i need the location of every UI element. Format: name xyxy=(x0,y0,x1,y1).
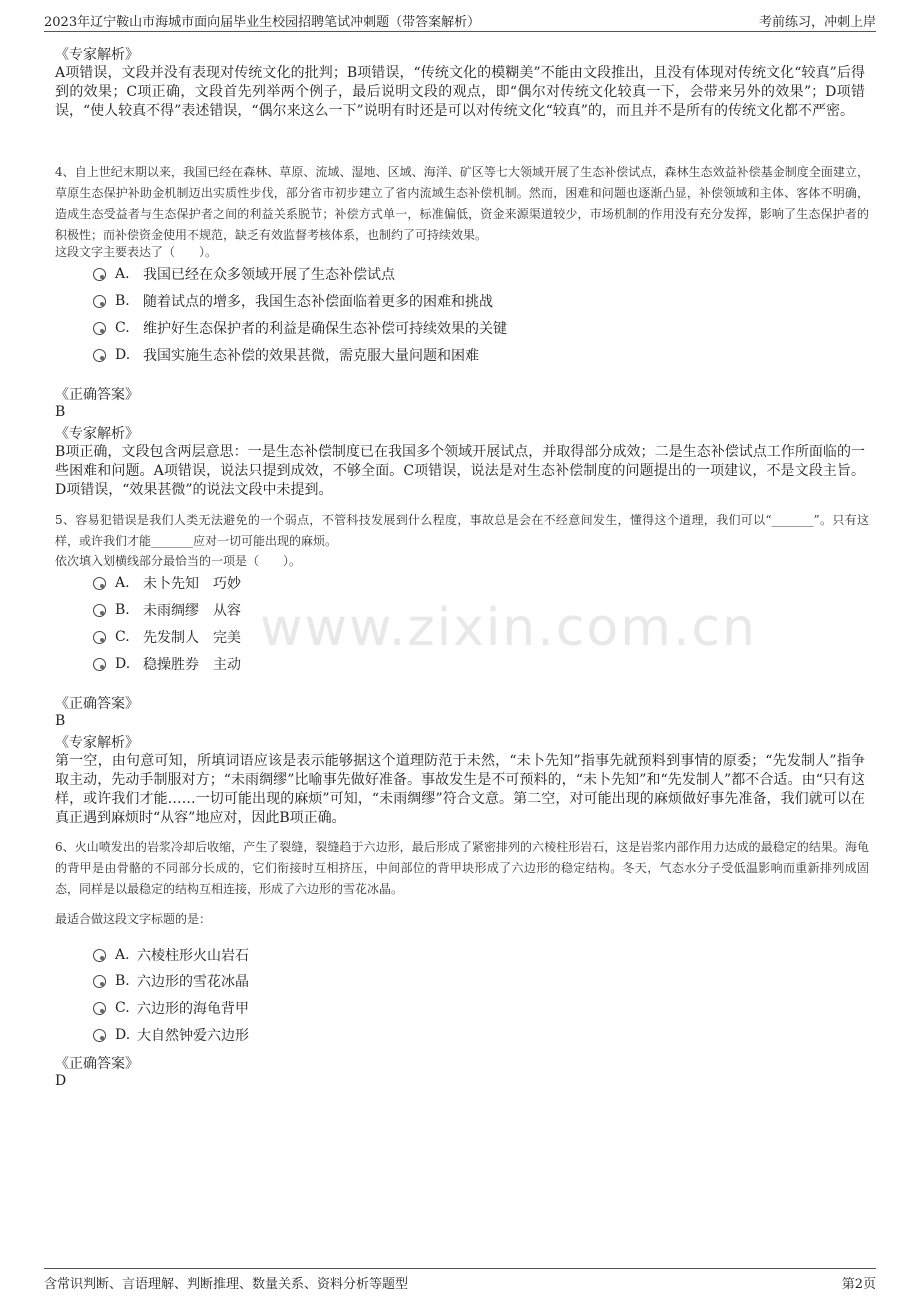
q4-option-c[interactable]: C. 维护好生态保护者的利益是确保生态补偿可持续效果的关键 xyxy=(93,318,507,338)
q5-option-d[interactable]: D. 稳操胜券 主动 xyxy=(93,654,241,674)
radio-icon[interactable] xyxy=(93,295,106,308)
watermark: www.zixin.com.cn xyxy=(260,598,757,658)
radio-icon[interactable] xyxy=(93,975,106,988)
radio-icon[interactable] xyxy=(93,1029,106,1042)
correct-answer-label: 《正确答案》 xyxy=(55,387,139,403)
radio-icon[interactable] xyxy=(93,604,106,617)
expert-analysis-label: 《专家解析》 xyxy=(55,426,139,442)
expert-analysis-label: 《专家解析》 xyxy=(55,47,139,63)
radio-icon[interactable] xyxy=(93,631,106,644)
expert-analysis-text: A项错误，文段并没有表现对传统文化的批判；B项错误，“传统文化的模糊美”不能由文段推出，且没有体现对传统文化“较真”后得到的效果；C项正确，文段首先列举两个例子，最后说明文段的观点，即“偶尔对传统文化较真一下，会带来另外的效果”；D项错误，“使人较真不得”表述错误，“偶尔来这么一下”说明有时还是可以对传统文化“较真”的，而且并不是所有的传统文化都不严密。 xyxy=(55,65,865,119)
expert-analysis-text: B项正确，文段包含两层意思：一是生态补偿制度已在我国多个领域开展试点，并取得部分成效；二是生态补偿试点工作所面临的一些困难和问题。A项错误，说法只提到成效，不够全面。C项错误，说法是对生态补偿制度的问题提出的一项建议，不是文段主旨。D项错误，“效果甚微”的说法文段中未提到。 xyxy=(55,444,865,498)
correct-answer: D xyxy=(55,1073,67,1089)
correct-answer-label: 《正确答案》 xyxy=(55,1056,139,1072)
footer-description: 含常识判断、言语理解、判断推理、数量关系、资料分析等题型 xyxy=(44,1277,409,1292)
q6-option-a[interactable]: A. 六棱柱形火山岩石 xyxy=(93,945,249,965)
q6-option-d[interactable]: D. 大自然钟爱六边形 xyxy=(93,1025,249,1045)
correct-answer-label: 《正确答案》 xyxy=(55,696,139,712)
q5-option-c[interactable]: C. 先发制人 完美 xyxy=(93,627,241,647)
q4-option-d[interactable]: D. 我国实施生态补偿的效果甚微，需克服大量问题和困难 xyxy=(93,345,479,365)
page-header xyxy=(44,9,876,32)
radio-icon[interactable] xyxy=(93,349,106,362)
question-4-text: 4、自上世纪末期以来，我国已经在森林、草原、流域、湿地、区域、海洋、矿区等七大领域开展了生态补偿试点，森林生态效益补偿基金制度全面建立，草原生态保护补助金机制迈出实质性步伐，部分省市初步建立了省内流域生态补偿机制。然而，困难和问题也逐渐凸显，补偿领域和主体、客体不明确，造成生态受益者与生态保护者之间的利益关系脱节；补偿方式单一，标准偏低，资金来源渠道较少，市场机制的作用没有充分发挥，影响了生态保护者的积极性；而补偿资金使用不规范，缺乏有效监督考核体系，也制约了可持续效果。 xyxy=(55,165,869,242)
radio-icon[interactable] xyxy=(93,1002,106,1015)
question-4-stem: 这段文字主要表达了（ ）。 xyxy=(55,245,218,259)
q4-option-a[interactable]: A. 我国已经在众多领域开展了生态补偿试点 xyxy=(93,264,395,284)
q4-option-b[interactable]: B. 随着试点的增多，我国生态补偿面临着更多的困难和挑战 xyxy=(93,291,493,311)
expert-analysis-label: 《专家解析》 xyxy=(55,735,139,751)
document-title: 2023年辽宁鞍山市海城市面向届毕业生校园招聘笔试冲刺题（带答案解析） xyxy=(44,15,481,30)
question-5-text: 5、容易犯错误是我们人类无法避免的一个弱点，不管科技发展到什么程度，事故总是会在不经意间发生，懂得这个道理，我们可以“_______”。只有这样，或许我们才能_______应对一切可能出现的麻烦。 xyxy=(55,513,869,548)
radio-icon[interactable] xyxy=(93,949,106,962)
page-number: 第2页 xyxy=(841,1277,876,1292)
question-6-text: 6、火山喷发出的岩浆冷却后收缩，产生了裂缝，裂缝趋于六边形，最后形成了紧密排列的六棱柱形岩石，这是岩浆内部作用力达成的最稳定的结果。海龟的背甲是由骨骼的不同部分长成的，它们衔接时互相挤压，中间部位的背甲块形成了六边形的稳定结构。冬天，气态水分子受低温影响而重新排列成固态，同样是以最稳定的结构互相连接，形成了六边形的雪花冰晶。 xyxy=(55,840,869,896)
question-6-stem: 最适合做这段文字标题的是： xyxy=(55,912,212,926)
q5-option-a[interactable]: A. 未卜先知 巧妙 xyxy=(93,573,241,593)
q6-option-b[interactable]: B. 六边形的雪花冰晶 xyxy=(93,971,249,991)
radio-icon[interactable] xyxy=(93,577,106,590)
header-slogan: 考前练习，冲刺上岸 xyxy=(758,15,876,30)
radio-icon[interactable] xyxy=(93,658,106,671)
q5-option-b[interactable]: B. 未雨绸缪 从容 xyxy=(93,600,241,620)
correct-answer: B xyxy=(55,713,66,729)
page-footer xyxy=(44,1268,876,1293)
expert-analysis-text: 第一空，由句意可知，所填词语应该是表示能够据这个道理防范于未然，“未卜先知”指事先就预料到事情的原委；“先发制人”指争取主动，先动手制服对方；“未雨绸缪”比喻事先做好准备。事故发生是不可预料的，“未卜先知”和“先发制人”都不合适。由“只有这样，或许我们才能……一切可能出现的麻烦”可知，“未雨绸缪”符合文意。第二空，对可能出现的麻烦做好事先准备，我们就可以在真正遇到麻烦时“从容”地应对，因此B项正确。 xyxy=(55,753,865,826)
radio-icon[interactable] xyxy=(93,268,106,281)
q6-option-c[interactable]: C. 六边形的海龟背甲 xyxy=(93,998,249,1018)
question-5-stem: 依次填入划横线部分最恰当的一项是（ ）。 xyxy=(55,554,302,568)
radio-icon[interactable] xyxy=(93,322,106,335)
correct-answer: B xyxy=(55,404,66,420)
